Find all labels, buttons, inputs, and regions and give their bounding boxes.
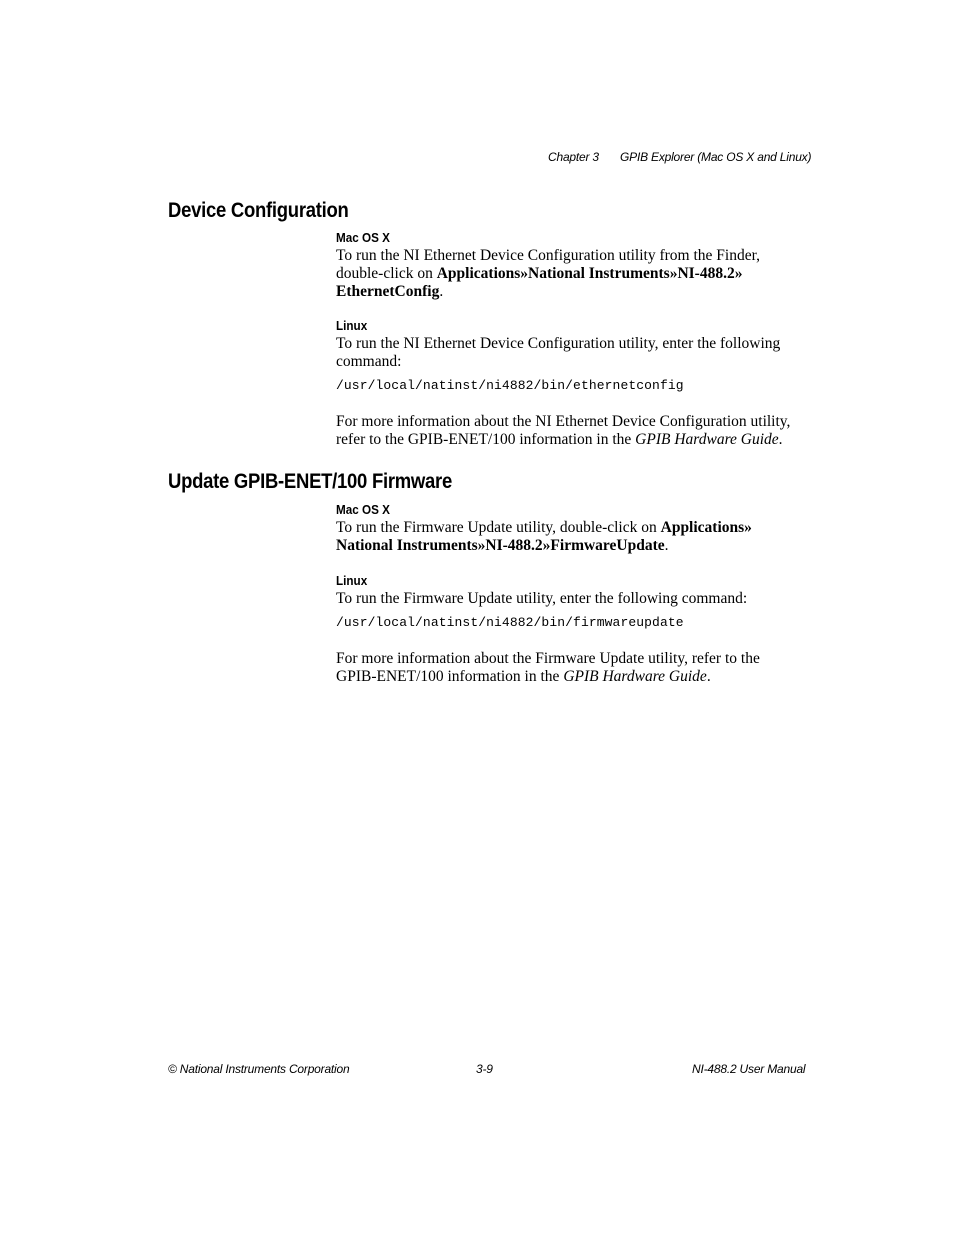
- mac-instructions-text: To run the NI Ethernet Device Configuration utility from the Finder, double-click on: [336, 247, 761, 282]
- command-ethernetconfig: /usr/local/natinst/ni4882/bin/ethernetconfig: [336, 378, 684, 393]
- more-info-paragraph: [336, 413, 806, 449]
- mac-instructions-paragraph: [336, 247, 806, 301]
- section-title-update-firmware: Update GPIB-ENET/100 Firmware: [168, 470, 453, 493]
- period: .: [439, 283, 444, 300]
- footer-manual-title: NI-488.2 User Manual: [692, 1062, 806, 1076]
- hardware-guide-title: GPIB Hardware Guide: [635, 431, 779, 448]
- mac-instructions-paragraph: [336, 519, 776, 555]
- more-info-paragraph: [336, 650, 776, 686]
- subheading-linux: Linux: [336, 318, 368, 333]
- footer-copyright: © National Instruments Corporation: [168, 1062, 350, 1076]
- more-info-text: For more information about the Firmware Update utility, refer to the GPIB-ENET/100 information in the: [336, 650, 760, 685]
- section-title-device-configuration: Device Configuration: [168, 199, 349, 222]
- hardware-guide-title: GPIB Hardware Guide: [563, 668, 707, 685]
- linux-instructions-text: To run the NI Ethernet Device Configuration utility, enter the following command:: [336, 335, 781, 370]
- subheading-mac-os-x: Mac OS X: [336, 502, 390, 517]
- header-chapter: Chapter 3: [548, 150, 599, 164]
- mac-instructions-text: To run the Firmware Update utility, double-click on: [336, 519, 661, 536]
- period: .: [706, 668, 711, 685]
- period: .: [778, 431, 783, 448]
- menu-path-firmwareupdate: Applications» National Instruments»NI-488.2»FirmwareUpdate: [336, 519, 752, 554]
- linux-instructions-text: To run the Firmware Update utility, enter the following command:: [336, 590, 748, 607]
- command-firmwareupdate: /usr/local/natinst/ni4882/bin/firmwareupdate: [336, 615, 684, 630]
- subheading-linux: Linux: [336, 573, 368, 588]
- subheading-mac-os-x: Mac OS X: [336, 230, 390, 245]
- menu-path-ethernetconfig: Applications»National Instruments»NI-488.2» EthernetConfig: [336, 265, 743, 300]
- footer-page-number: 3-9: [476, 1062, 493, 1076]
- period: .: [664, 537, 669, 554]
- more-info-text: For more information about the NI Ethernet Device Configuration utility, refer to the GPIB-ENET/100 information in the: [336, 413, 791, 448]
- header-title: GPIB Explorer (Mac OS X and Linux): [620, 150, 812, 164]
